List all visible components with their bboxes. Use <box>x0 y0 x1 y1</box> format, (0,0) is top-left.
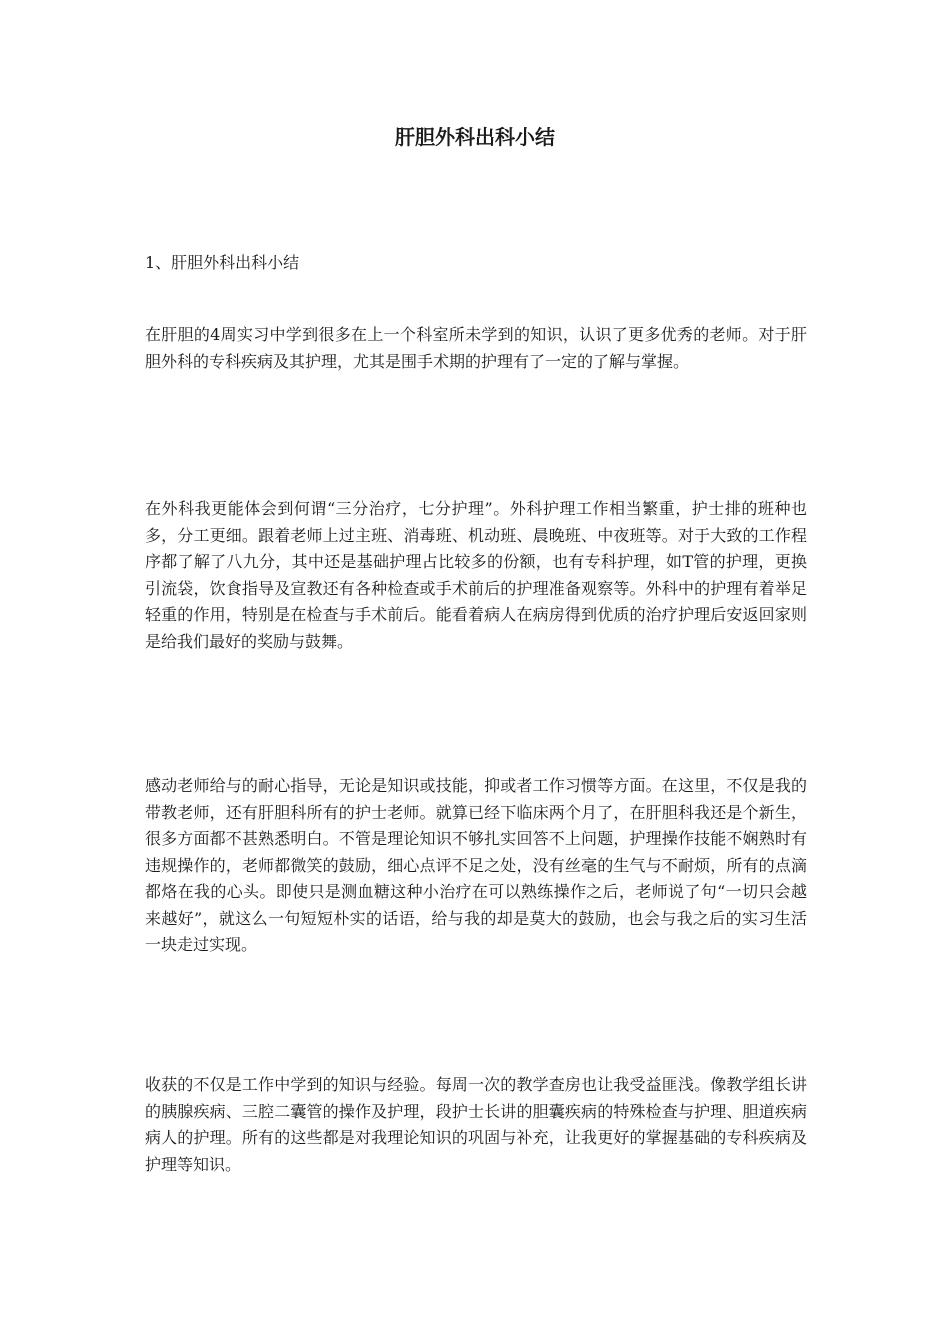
document-title: 肝胆外科出科小结 <box>395 125 555 149</box>
paragraph-teacher-guidance: 感动老师给与的耐心指导，无论是知识或技能，抑或者工作习惯等方面。在这里，不仅是我的带教老师，还有肝胆科所有的护士老师。就算已经下临床两个月了，在肝胆科我还是个新生，很多方面都不甚熟悉明白。不管是理论知识不够扎实回答不上问题，护理操作技能不娴熟时有违规操作的，老师都微笑的鼓励，细心点评不足之处，没有丝毫的生气与不耐烦，所有的点滴都烙在我的心头。即使只是测血糖这种小治疗在可以熟练操作之后，老师说了句“一切只会越来越好”，就这么一句短短朴实的话语，给与我的却是莫大的鼓励，也会与我之后的实习生活一块走过实现。 <box>145 776 807 954</box>
paragraph-internship-overview: 在肝胆的4周实习中学到很多在上一个科室所未学到的知识，认识了更多优秀的老师。对于肝胆外科的专科疾病及其护理，尤其是围手术期的护理有了一定的了解与掌握。 <box>145 325 807 371</box>
paragraph-surgical-nursing: 在外科我更能体会到何谓“三分治疗，七分护理”。外科护理工作相当繁重，护士排的班种也多，分工更细。跟着老师上过主班、消毒班、机动班、晨晚班、中夜班等。对于大致的工作程序都了解了八九分，其中还是基础护理占比较多的份额，也有专科护理，如T管的护理，更换引流袋，饮食指导及宣教还有各种检查或手术前后的护理准备观察等。外科中的护理有着举足轻重的作用，特别是在检查与手术前后。能看着病人在病房得到优质的治疗护理后安返回家则是给我们最好的奖励与鼓舞。 <box>145 499 807 651</box>
section-heading: 1、肝胆外科出科小结 <box>145 253 300 272</box>
paragraph-teaching-rounds: 收获的不仅是工作中学到的知识与经验。每周一次的教学查房也让我受益匪浅。像教学组长讲的胰腺疾病、三腔二囊管的操作及护理，段护士长讲的胆囊疾病的特殊检查与护理、胆道疾病病人的护理。所有的这些都是对我理论知识的巩固与补充，让我更好的掌握基础的专科疾病及护理等知识。 <box>145 1075 807 1174</box>
